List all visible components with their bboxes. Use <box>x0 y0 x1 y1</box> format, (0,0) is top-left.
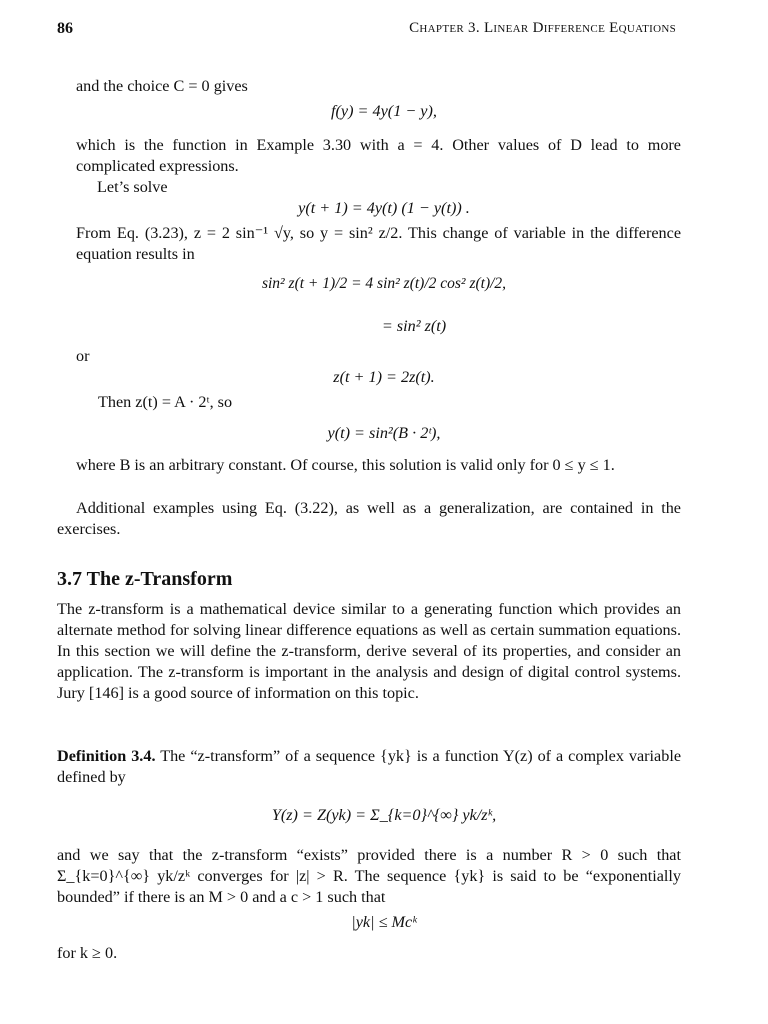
paragraph: where B is an arbitrary constant. Of course, this solution is valid only for 0 ≤ y ≤ 1. <box>76 456 615 474</box>
section-heading: 3.7 The z-Transform <box>57 568 233 590</box>
equation: y(t) = sin²(B · 2ᵗ), <box>327 424 441 442</box>
equation: z(t + 1) = 2z(t). <box>333 368 435 386</box>
equation: y(t + 1) = 4y(t) (1 − y(t)) . <box>298 199 470 217</box>
paragraph: Let’s solve <box>97 178 168 196</box>
paragraph: From Eq. (3.23), z = 2 sin⁻¹ √y, so y = sin² z/2. This change of variable in the difference equation results in <box>76 224 681 263</box>
definition-text: The “z-transform” of a sequence {yk} is a function Y(z) of a complex variable defined by <box>57 747 682 786</box>
paragraph: or <box>76 347 90 365</box>
paragraph: Then z(t) = A · 2ᵗ, so <box>98 393 233 411</box>
page-number: 86 <box>57 20 73 37</box>
equation-display-line2: = sin² z(t) <box>381 317 447 335</box>
definition-label: Definition 3.4. <box>57 747 156 765</box>
paragraph: Additional examples using Eq. (3.22), as well as a generalization, are contained in the exercises. <box>57 499 681 538</box>
paragraph: and we say that the z-transform “exists” provided there is a number R > 0 such that Σ_{k=0}^{∞} yk/zᵏ converges for |z| > R. The sequence {yk} is said to be “exponentially bounded” if there is an M > 0 and a c > 1 such that <box>57 846 681 906</box>
definition <box>57 746 681 788</box>
paragraph: for k ≥ 0. <box>57 944 118 962</box>
equation-display: sin² z(t + 1)/2 = 4 sin² z(t)/2 cos² z(t)/2, <box>261 275 507 292</box>
paragraph: and the choice C = 0 gives <box>76 77 248 95</box>
equation: Y(z) = Z(yk) = Σ_{k=0}^{∞} yk/zᵏ, <box>271 806 497 824</box>
paragraph: The z-transform is a mathematical device similar to a generating function which provides an alternate method for solving linear difference equations as well as certain summation equations. In this section we will define the z-transform, derive several of its properties, and consider an application. The z-transform is important in the analysis and design of digital control systems. Jury [146] is a good source of information on this topic. <box>57 600 681 702</box>
paragraph: which is the function in Example 3.30 with a = 4. Other values of D lead to more complicated expressions. <box>76 136 681 175</box>
equation: f(y) = 4y(1 − y), <box>331 102 437 120</box>
equation: |yk| ≤ Mcᵏ <box>351 913 417 931</box>
running-title: Chapter 3. Linear Difference Equations <box>409 20 676 36</box>
